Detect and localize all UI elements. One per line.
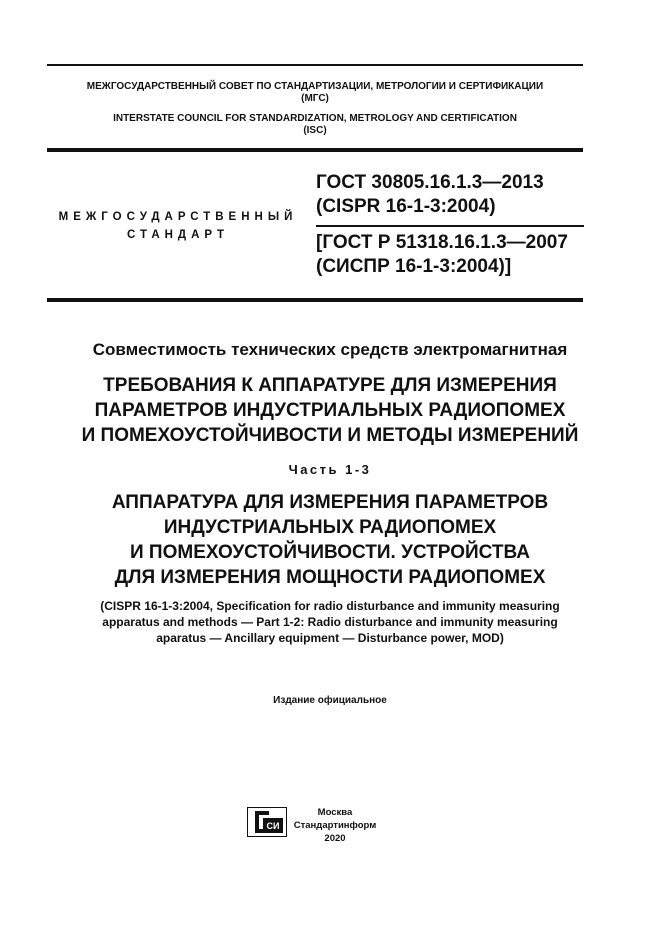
designation-rule: [47, 298, 583, 302]
publisher-city: Москва: [317, 807, 353, 818]
standard-type: [47, 208, 309, 244]
cispr-reference-line: apparatus and methods — Part 1-2: Radio disturbance and immunity measuring: [102, 615, 558, 629]
publisher-name: Стандартинформ: [293, 820, 377, 831]
part-title-line: АППАРАТУРА ДЛЯ ИЗМЕРЕНИЯ ПАРАМЕТРОВ: [111, 492, 549, 513]
logo-text: СИ: [266, 821, 280, 831]
council-en-abbr: (ISC): [303, 125, 327, 136]
requirements-title: [20, 373, 640, 448]
cispr-reference: [20, 598, 640, 646]
publisher-imprint: [292, 806, 378, 845]
requirements-title-line: ПАРАМЕТРОВ ИНДУСТРИАЛЬНЫХ РАДИОПОМЕХ: [94, 400, 566, 421]
designation-replaced: [316, 231, 584, 279]
top-rule: [47, 64, 583, 66]
cispr-reference-line: aparatus — Ancillary equipment — Disturbance power, MOD): [156, 631, 504, 645]
replaced-gost-number: [ГОСТ Р 51318.16.1.3—2007: [316, 232, 568, 253]
standartinform-logo-icon: [247, 807, 287, 837]
part-label: Часть 1-3: [288, 462, 372, 477]
gost-number: ГОСТ 30805.16.1.3—2013: [316, 172, 544, 193]
designation-current: [316, 171, 584, 219]
edition-label: Издание официальное: [273, 695, 387, 706]
cispr-number: (CISPR 16-1-3:2004): [316, 196, 496, 217]
council-en-line1: INTERSTATE COUNCIL FOR STANDARDIZATION, METROLOGY AND CERTIFICATION: [113, 113, 517, 124]
main-title: Совместимость технических средств электромагнитная: [92, 340, 568, 359]
replaced-cispr-number: (СИСПР 16-1-3:2004)]: [316, 256, 512, 277]
part-title-line: И ПОМЕХОУСТОЙЧИВОСТИ. УСТРОЙСТВА: [130, 542, 530, 563]
requirements-title-line: И ПОМЕХОУСТОЙЧИВОСТИ И МЕТОДЫ ИЗМЕРЕНИЙ: [81, 425, 579, 446]
publication-year: 2020: [324, 833, 346, 844]
council-name-en: [47, 113, 583, 137]
part-title-line: ДЛЯ ИЗМЕРЕНИЯ МОЩНОСТИ РАДИОПОМЕХ: [114, 567, 546, 588]
header-rule: [47, 148, 583, 152]
part-title-line: ИНДУСТРИАЛЬНЫХ РАДИОПОМЕХ: [163, 517, 497, 538]
designation-divider: [316, 225, 584, 227]
cispr-reference-line: (CISPR 16-1-3:2004, Specification for radio disturbance and immunity measuring: [100, 599, 560, 613]
standard-type-line1: МЕЖГОСУДАРСТВЕННЫЙ: [58, 211, 298, 223]
council-name-ru: [47, 81, 583, 105]
council-ru-line1: МЕЖГОСУДАРСТВЕННЫЙ СОВЕТ ПО СТАНДАРТИЗАЦИИ, МЕТРОЛОГИИ И СЕРТИФИКАЦИИ: [86, 81, 544, 92]
standard-type-line2: СТАНДАРТ: [127, 229, 229, 241]
part-title: [20, 490, 640, 590]
council-ru-abbr: (МГС): [301, 93, 329, 104]
requirements-title-line: ТРЕБОВАНИЯ К АППАРАТУРЕ ДЛЯ ИЗМЕРЕНИЯ: [103, 375, 557, 396]
